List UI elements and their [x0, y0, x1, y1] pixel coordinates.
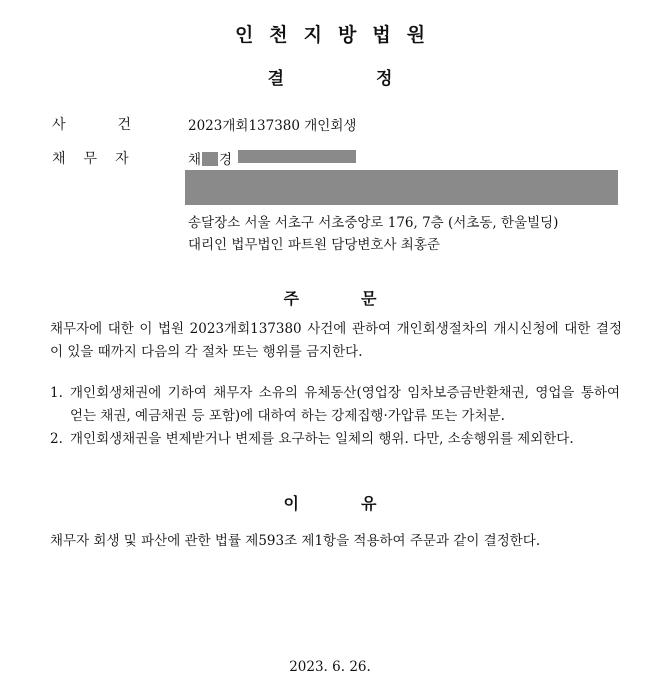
order-item-2	[50, 428, 620, 451]
redacted-address-block	[185, 170, 618, 205]
legal-agent: 대리인 법무법인 파트원 담당변호사 최홍준	[188, 237, 440, 253]
redacted-id-bar	[238, 150, 356, 163]
debtor-name-prefix: 채	[188, 152, 202, 168]
document-title	[0, 64, 660, 89]
debtor-name	[188, 148, 232, 168]
order-intro: 채무자에 대한 이 법원 2023개회137380 사건에 관하여 개인회생절차의 개시신청에 대한 결정이 있을 때까지 다음의 각 절차 또는 행위를 금지한다.	[50, 321, 622, 360]
debtor-label: 채 무 자	[52, 151, 129, 167]
debtor-name-suffix: 경	[219, 152, 233, 168]
case-label: 사 건	[52, 117, 132, 133]
order-item-1	[50, 382, 620, 428]
redaction-mark	[202, 152, 218, 166]
order-item-1-text: 개인회생채권에 기하여 채무자 소유의 유체동산(영업장 임차보증금반환채권, 영업을 통하여 얻는 채권, 예금채권 등 포함)에 대하여 하는 강제집행·가압류 또는 가처분.	[70, 385, 620, 424]
reason-text: 채무자 회생 및 파산에 관한 법률 제593조 제1항을 적용하여 주문과 같이 결정한다.	[50, 533, 541, 549]
document-title-char-1: 결	[267, 69, 284, 89]
document-title-char-2: 정	[376, 69, 393, 89]
order-item-2-number: 2.	[50, 431, 63, 447]
order-heading: 주 문	[283, 289, 377, 308]
service-address: 송달장소 서울 서초구 서초중앙로 176, 7층 (서초동, 한울빌딩)	[188, 215, 559, 231]
case-number: 2023개회137380 개인회생	[188, 118, 357, 134]
order-item-2-text: 개인회생채권을 변제받거나 변제를 요구하는 일체의 행위. 다만, 소송행위를 제외한다.	[70, 431, 574, 447]
order-item-1-number: 1.	[50, 385, 63, 401]
reason-heading: 이 유	[283, 494, 377, 513]
decision-date: 2023. 6. 26.	[289, 659, 371, 675]
court-name: 인천지방법원	[234, 24, 442, 46]
